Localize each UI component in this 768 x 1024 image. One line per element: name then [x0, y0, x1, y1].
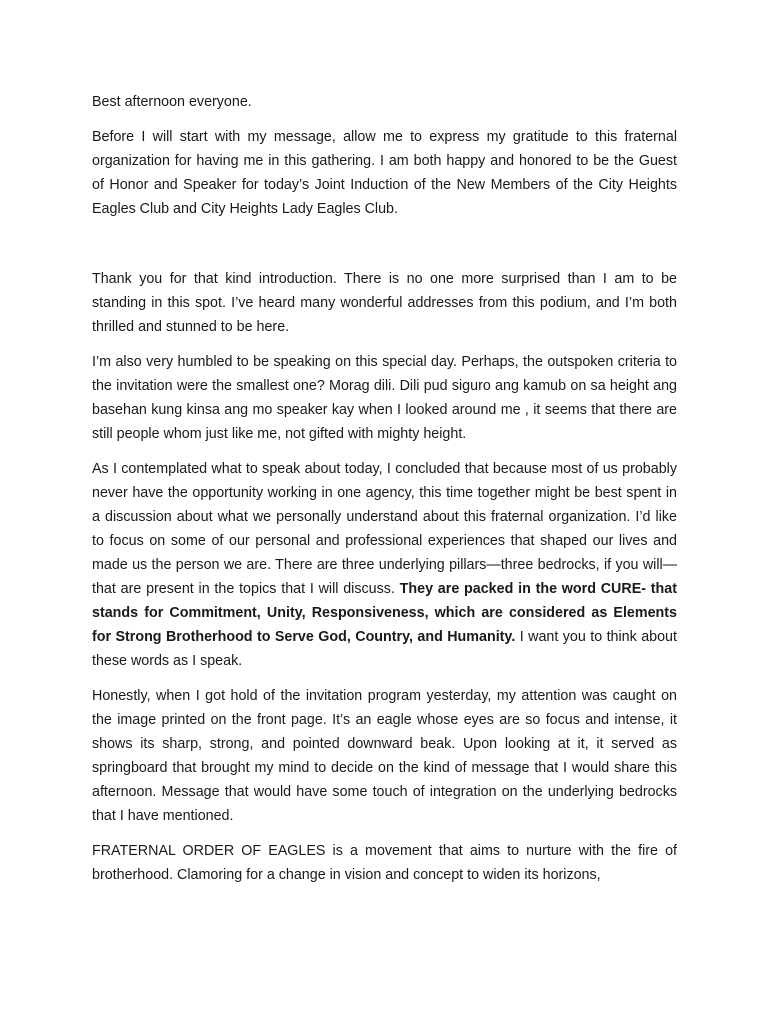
text-run: Before I will start with my message, allow me to express my gratitude to this fraternal organization for having me in this gathering. I am both happy and honored to be the Guest of Honor and Speaker for today’s Joint Induction of the New Members of the City Heights Eagles Club and City Heights Lady Eagles Club.	[92, 129, 677, 217]
text-run: FRATERNAL ORDER OF EAGLES is a movement that aims to nurture with the fire of brotherhood. Clamoring for a change in vision and concept to widen its horizons,	[92, 843, 677, 883]
paragraph-p2	[92, 125, 677, 221]
paragraph-p5	[92, 350, 677, 446]
paragraph-p4	[92, 267, 677, 339]
text-run: I’m also very humbled to be speaking on this special day. Perhaps, the outspoken criteria to the invitation were the smallest one? Morag dili. Dili pud siguro ang kamub on sa height ang basehan kung kinsa ang mo speaker kay when I looked around me , it seems that there are still people whom just like me, not gifted with mighty height.	[92, 354, 677, 442]
document-text	[92, 90, 677, 887]
text-run: I want you to think about these words as I speak.	[92, 629, 677, 669]
bold-text-run: They are packed in the word CURE- that stands for Commitment, Unity, Responsiveness, which are considered as Elements for Strong Brotherhood to Serve God, Country, and Humanity.	[92, 581, 677, 645]
paragraph-p6	[92, 457, 677, 673]
paragraph-p1	[92, 90, 677, 114]
paragraph-p8	[92, 839, 677, 887]
text-run: Thank you for that kind introduction. There is no one more surprised than I am to be standing in this spot. I’ve heard many wonderful addresses from this podium, and I’m both thrilled and stunned to be here.	[92, 271, 677, 335]
empty-paragraph	[92, 232, 677, 256]
text-run: Best afternoon everyone.	[92, 94, 252, 110]
paragraph-p7	[92, 684, 677, 828]
text-run: As I contemplated what to speak about today, I concluded that because most of us probably never have the opportunity working in one agency, this time together might be best spent in a discussion about what we personally understand about this fraternal organization. I’d like to focus on some of our personal and professional experiences that shaped our lives and made us the person we are. There are three underlying pillars—three bedrocks, if you will—that are present in the topics that I will discuss.	[92, 461, 677, 597]
text-run: Honestly, when I got hold of the invitation program yesterday, my attention was caught on the image printed on the front page. It’s an eagle whose eyes are so focus and intense, it shows its sharp, strong, and pointed downward beak. Upon looking at it, it served as springboard that brought my mind to decide on the kind of message that I would share this afternoon. Message that would have some touch of integration on the underlying bedrocks that I have mentioned.	[92, 688, 677, 824]
